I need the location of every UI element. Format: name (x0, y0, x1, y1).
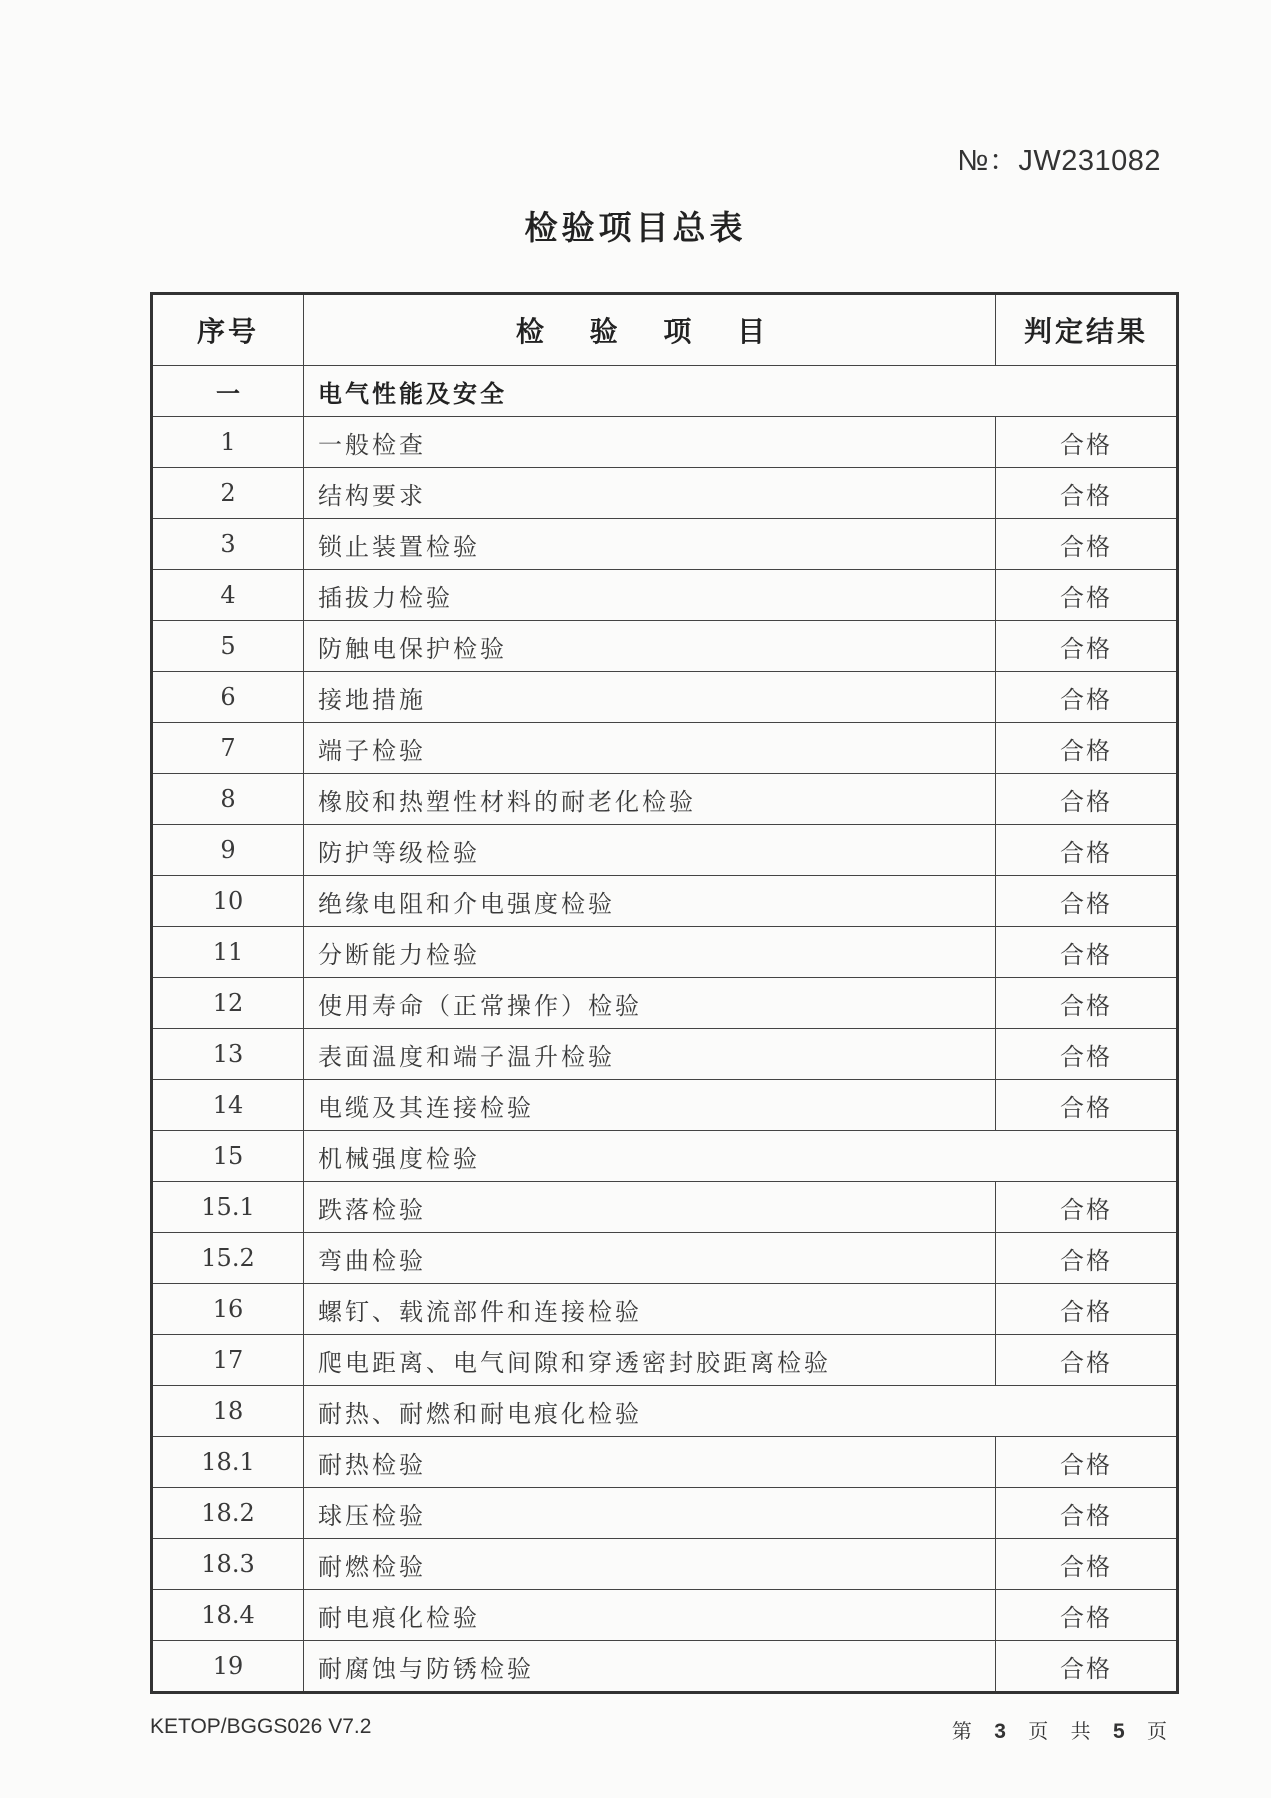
table-row (152, 927, 1178, 978)
table-header-row (152, 294, 1178, 366)
row-inspection-item: 绝缘电阻和介电强度检验 (304, 876, 996, 927)
row-inspection-item: 耐热检验 (304, 1437, 996, 1488)
table-row (152, 417, 1178, 468)
row-inspection-item: 一般检查 (304, 417, 996, 468)
inspection-items-table (150, 292, 1179, 1694)
row-result: 合格 (996, 1488, 1178, 1539)
table-row (152, 1590, 1178, 1641)
table-row (152, 468, 1178, 519)
row-result: 合格 (996, 1590, 1178, 1641)
row-inspection-item: 跌落检验 (304, 1182, 996, 1233)
row-serial-no: 3 (152, 519, 304, 570)
row-inspection-item: 耐燃检验 (304, 1539, 996, 1590)
row-result: 合格 (996, 621, 1178, 672)
table-row (152, 1233, 1178, 1284)
row-result: 合格 (996, 1641, 1178, 1693)
table-row (152, 1335, 1178, 1386)
row-result: 合格 (996, 672, 1178, 723)
row-inspection-item: 爬电距离、电气间隙和穿透密封胶距离检验 (304, 1335, 996, 1386)
row-serial-no: 18.1 (152, 1437, 304, 1488)
header-result: 判定结果 (996, 294, 1178, 366)
row-inspection-item: 端子检验 (304, 723, 996, 774)
row-inspection-item: 防触电保护检验 (304, 621, 996, 672)
row-serial-no: 17 (152, 1335, 304, 1386)
row-serial-no: 14 (152, 1080, 304, 1131)
table-row (152, 1080, 1178, 1131)
row-inspection-item: 耐热、耐燃和耐电痕化检验 (304, 1386, 1178, 1437)
row-result: 合格 (996, 774, 1178, 825)
group-row (152, 1131, 1178, 1182)
page-current: 3 (994, 1720, 1014, 1743)
page-suffix: 页 (1147, 1719, 1175, 1743)
row-result: 合格 (996, 1233, 1178, 1284)
table-row (152, 876, 1178, 927)
row-result: 合格 (996, 570, 1178, 621)
row-serial-no: 6 (152, 672, 304, 723)
row-result: 合格 (996, 825, 1178, 876)
row-inspection-item: 球压检验 (304, 1488, 996, 1539)
row-result: 合格 (996, 1080, 1178, 1131)
row-inspection-item: 电气性能及安全 (304, 366, 1178, 417)
row-serial-no: 7 (152, 723, 304, 774)
row-serial-no: 10 (152, 876, 304, 927)
row-serial-no: 11 (152, 927, 304, 978)
table-row (152, 774, 1178, 825)
table-row (152, 978, 1178, 1029)
row-serial-no: 2 (152, 468, 304, 519)
row-serial-no: 8 (152, 774, 304, 825)
table-row (152, 570, 1178, 621)
row-inspection-item: 机械强度检验 (304, 1131, 1178, 1182)
row-inspection-item: 锁止装置检验 (304, 519, 996, 570)
row-inspection-item: 螺钉、载流部件和连接检验 (304, 1284, 996, 1335)
row-inspection-item: 分断能力检验 (304, 927, 996, 978)
row-result: 合格 (996, 1284, 1178, 1335)
row-serial-no: 5 (152, 621, 304, 672)
row-inspection-item: 接地措施 (304, 672, 996, 723)
form-code: KETOP/BGGS026 V7.2 (150, 1715, 372, 1738)
row-result: 合格 (996, 723, 1178, 774)
page-title: 检验项目总表 (524, 208, 747, 247)
header-serial-no: 序号 (152, 294, 304, 366)
row-result: 合格 (996, 519, 1178, 570)
row-inspection-item: 耐电痕化检验 (304, 1590, 996, 1641)
table-row (152, 519, 1178, 570)
table-row (152, 1641, 1178, 1693)
row-serial-no: 18 (152, 1386, 304, 1437)
row-inspection-item: 表面温度和端子温升检验 (304, 1029, 996, 1080)
row-serial-no: 15 (152, 1131, 304, 1182)
row-inspection-item: 弯曲检验 (304, 1233, 996, 1284)
row-inspection-item: 电缆及其连接检验 (304, 1080, 996, 1131)
table-row (152, 1539, 1178, 1590)
row-result: 合格 (996, 978, 1178, 1029)
document-number: №：JW231082 (957, 145, 1161, 177)
row-serial-no: 19 (152, 1641, 304, 1693)
row-serial-no: 15.1 (152, 1182, 304, 1233)
row-serial-no: 13 (152, 1029, 304, 1080)
row-inspection-item: 使用寿命（正常操作）检验 (304, 978, 996, 1029)
page-number (952, 1715, 1175, 1744)
group-row (152, 1386, 1178, 1437)
row-serial-no: 15.2 (152, 1233, 304, 1284)
row-result: 合格 (996, 1029, 1178, 1080)
table-row (152, 825, 1178, 876)
section-row (152, 366, 1178, 417)
page-prefix: 第 (951, 1719, 980, 1743)
row-result: 合格 (996, 1182, 1178, 1233)
row-serial-no: 18.3 (152, 1539, 304, 1590)
row-inspection-item: 橡胶和热塑性材料的耐老化检验 (304, 774, 996, 825)
row-serial-no: 一 (152, 366, 304, 417)
table-row (152, 621, 1178, 672)
page-mid: 页 共 (1028, 1719, 1099, 1743)
row-result: 合格 (996, 927, 1178, 978)
row-result: 合格 (996, 1437, 1178, 1488)
row-result: 合格 (996, 876, 1178, 927)
row-inspection-item: 插拔力检验 (304, 570, 996, 621)
row-result: 合格 (996, 468, 1178, 519)
row-inspection-item: 结构要求 (304, 468, 996, 519)
row-inspection-item: 耐腐蚀与防锈检验 (304, 1641, 996, 1693)
row-serial-no: 12 (152, 978, 304, 1029)
row-serial-no: 18.4 (152, 1590, 304, 1641)
row-serial-no: 1 (152, 417, 304, 468)
row-inspection-item: 防护等级检验 (304, 825, 996, 876)
row-serial-no: 18.2 (152, 1488, 304, 1539)
table-row (152, 723, 1178, 774)
page-total: 5 (1112, 1720, 1133, 1743)
row-serial-no: 16 (152, 1284, 304, 1335)
row-serial-no: 9 (152, 825, 304, 876)
table-row (152, 1437, 1178, 1488)
table-row (152, 1029, 1178, 1080)
table-body (152, 294, 1178, 1693)
header-inspection-item: 检 验 项 目 (304, 294, 996, 366)
table-row (152, 1182, 1178, 1233)
row-result: 合格 (996, 417, 1178, 468)
table-row (152, 1284, 1178, 1335)
row-serial-no: 4 (152, 570, 304, 621)
table-row (152, 672, 1178, 723)
row-result: 合格 (996, 1335, 1178, 1386)
table-row (152, 1488, 1178, 1539)
row-result: 合格 (996, 1539, 1178, 1590)
